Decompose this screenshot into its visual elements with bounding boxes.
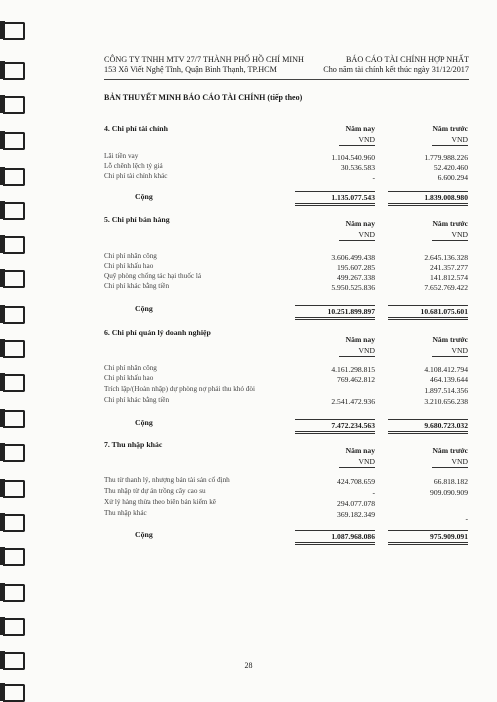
line-item-prior: 241.357.277 [430,263,468,272]
section-title: 7. Thu nhập khác [104,440,163,449]
total-prior: 9.680.723.032 [388,419,468,434]
line-item-current: 3.606.499.438 [331,253,375,262]
report-period: Cho năm tài chính kết thúc ngày 31/12/2017 [323,65,469,74]
company-header [104,55,304,75]
line-item-prior: 66.818.182 [433,477,468,486]
total-label: Cộng [135,530,153,539]
binder-rings [0,0,28,702]
total-current: 1.087.968.086 [295,530,375,545]
binder-ring [3,584,25,602]
line-item-label: Chi phí khác bằng tiền [104,282,170,290]
currency: VND [339,456,375,468]
line-item-label: Chi phí khấu hao [104,374,154,382]
col-current-header: Năm nay VND [295,218,375,241]
line-item-current: - [372,488,375,497]
section-title: 5. Chi phí bán hàng [104,215,170,224]
total-label: Cộng [135,304,153,313]
line-item-prior: 464.139.644 [430,375,468,384]
col-current-header: Năm nay VND [295,123,375,146]
line-item-current: 4.161.298.815 [331,365,375,374]
binder-ring [3,270,25,288]
line-item-label: Chi phí khác bằng tiền [104,396,170,404]
header-divider [104,79,469,80]
binder-ring [3,340,25,358]
line-item-current: 30.536.583 [340,163,375,172]
binder-ring [3,618,25,636]
line-item-current: 499.267.338 [337,273,375,282]
currency: VND [432,456,468,468]
section-title: 4. Chi phí tài chính [104,124,168,133]
line-item-current: 1.104.540.960 [331,153,375,162]
line-item-current: - [372,173,375,182]
line-item-prior: 3.210.656.238 [424,397,468,406]
line-item-prior: 1.779.988.226 [424,153,468,162]
col-prior-header: Năm trước VND [432,124,468,144]
binder-ring [3,62,25,80]
line-item-label: Chi phí khấu hao [104,262,154,270]
report-title: BÁO CÁO TÀI CHÍNH HỢP NHẤT [345,55,469,64]
currency: VND [432,134,468,146]
line-item-prior: 909.090.909 [430,488,468,497]
page-number: 28 [244,661,253,670]
currency: VND [339,345,375,357]
line-item-label: Thu nhập khác [104,509,147,517]
binder-ring [3,168,25,186]
doc-title: BẢN THUYẾT MINH BÁO CÁO TÀI CHÍNH (tiếp theo) [104,93,303,102]
line-item-label: Thu nhập từ dự án trồng cây cao su [104,487,206,495]
binder-ring [3,514,25,532]
total-prior: 1.839.008.980 [388,191,468,206]
line-item-prior: 2.645.136.328 [424,253,468,262]
line-item-prior: 7.652.769.422 [424,283,468,292]
line-item-prior: - [465,514,468,523]
total-label: Cộng [135,418,153,427]
line-item-label: Lỗ chênh lệch tỷ giá [104,162,163,170]
company-name: CÔNG TY TNHH MTV 27/7 THÀNH PHỐ HỒ CHÍ MINH [104,55,304,64]
col-current-header: Năm nay VND [295,445,375,468]
line-item-current: 294.077.078 [337,499,375,508]
line-item-prior: 1.897.514.356 [424,386,468,395]
binder-ring [3,444,25,462]
currency: VND [339,134,375,146]
total-label: Cộng [135,192,153,201]
binder-ring [3,236,25,254]
binder-ring [3,96,25,114]
total-current: 1.135.077.543 [295,191,375,206]
line-item-prior: 52.420.460 [433,163,468,172]
binder-ring [3,548,25,566]
currency: VND [339,229,375,241]
col-prior-header: Năm trước VND [432,219,468,239]
total-prior: 975.909.091 [388,530,468,545]
binder-ring [3,22,25,40]
line-item-label: Chi phí nhân công [104,364,157,372]
col-prior-header: Năm trước VND [432,335,468,355]
binder-ring [3,374,25,392]
line-item-label: Chi phí nhân công [104,252,157,260]
line-item-prior: 4.108.412.794 [424,365,468,374]
line-item-label: Xử lý hàng thừa theo biên bản kiểm kê [104,498,216,506]
line-item-current: 769.462.812 [337,375,375,384]
line-item-current: 424.708.659 [337,477,375,486]
line-item-prior: 6.600.294 [437,173,468,182]
col-prior-header: Năm trước VND [432,446,468,466]
line-item-label: Thu từ thanh lý, nhượng bán tài sản cố định [104,476,230,484]
binder-ring [3,132,25,150]
line-item-current: 369.182.349 [337,510,375,519]
binder-ring [3,684,25,702]
line-item-current: 2.541.472.936 [331,397,375,406]
line-item-prior: 141.812.574 [430,273,468,282]
line-item-label: Lãi tiền vay [104,152,139,160]
line-item-label: Trích lập/(Hoàn nhập) dự phòng nợ phải thu khó đòi [104,385,255,393]
binder-ring [3,410,25,428]
line-item-current: 5.950.525.836 [331,283,375,292]
total-current: 7.472.234.563 [295,419,375,434]
total-prior: 10.681.075.601 [388,305,468,320]
binder-ring [3,202,25,220]
binder-ring [3,480,25,498]
col-current-header: Năm nay VND [295,334,375,357]
line-item-current: 195.607.285 [337,263,375,272]
report-header [323,55,469,75]
section-title: 6. Chi phí quản lý doanh nghiệp [104,328,211,337]
binder-ring [3,306,25,324]
company-address: 153 Xô Viết Nghệ Tĩnh, Quận Bình Thạnh, TP.HCM [104,65,277,74]
line-item-label: Chi phí tài chính khác [104,172,168,180]
currency: VND [432,229,468,241]
line-item-label: Quỹ phòng chống tác hại thuốc lá [104,272,202,280]
currency: VND [432,345,468,357]
total-current: 10.251.899.897 [295,305,375,320]
